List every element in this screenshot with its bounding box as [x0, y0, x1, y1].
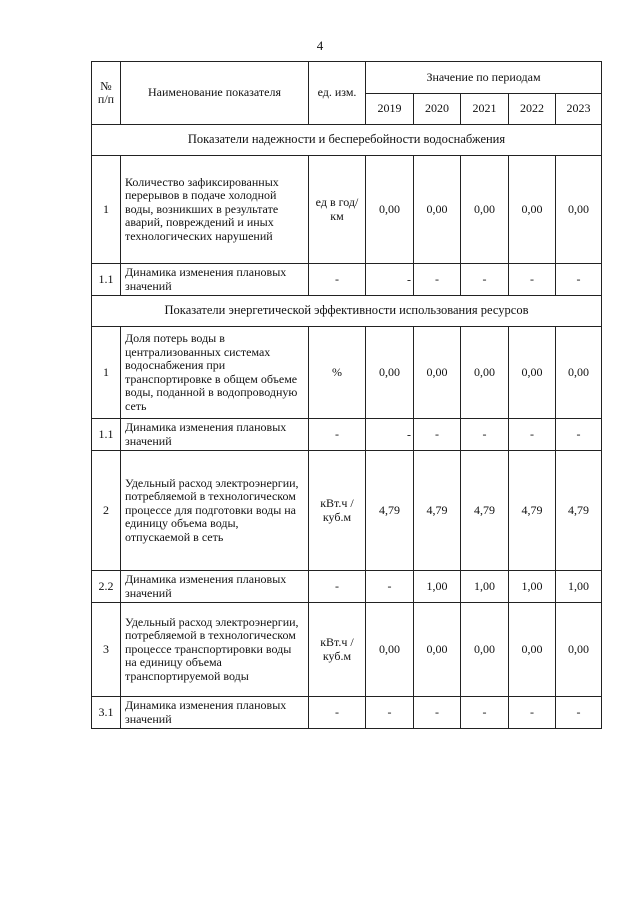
row-num: 3.1: [92, 697, 121, 729]
row-value: 0,00: [509, 327, 556, 419]
header-unit: ед. изм.: [309, 62, 366, 125]
page-number: 4: [316, 38, 324, 53]
table-row: [92, 571, 602, 603]
section-title-reliability: Показатели надежности и бесперебойности водоснабжения: [92, 125, 602, 156]
header-row: [92, 62, 602, 94]
row-value: 4,79: [366, 451, 414, 571]
row-value: 0,00: [461, 603, 509, 697]
row-value: 4,79: [509, 451, 556, 571]
row-extra-dash: -: [407, 271, 411, 286]
section-row: [92, 125, 602, 156]
header-year: 2022: [509, 94, 556, 125]
row-value: 0,00: [509, 603, 556, 697]
row-name: Доля потерь воды в централизованных системах водоснабжения при транспортировке в общем объеме воды, поданной в водопроводную сеть: [121, 327, 309, 419]
table-row: [92, 327, 602, 419]
row-value: 4,79: [461, 451, 509, 571]
row-value: -: [461, 264, 509, 296]
row-name: Удельный расход электроэнергии, потребляемой в технологическом процессе для подготовки воды на единицу объема воды, отпускаемой в сеть: [121, 451, 309, 571]
row-name: Динамика изменения плановых значений: [121, 419, 309, 451]
row-value: 1,00: [556, 571, 602, 603]
row-num: 3: [92, 603, 121, 697]
row-value: -: [414, 419, 461, 451]
row-value: -: [461, 419, 509, 451]
row-value: 0,00: [366, 327, 414, 419]
table-row: [92, 451, 602, 571]
header-num: № п/п: [92, 62, 121, 125]
row-value: 0,00: [366, 603, 414, 697]
row-unit: ед в год/ км: [309, 156, 366, 264]
row-value: -: [414, 697, 461, 729]
table-row: [92, 264, 602, 296]
table-row: [92, 697, 602, 729]
table-row: [92, 419, 602, 451]
header-periods: Значение по периодам: [366, 62, 602, 94]
row-name: Динамика изменения плановых значений: [121, 571, 309, 603]
row-value: -: [461, 697, 509, 729]
row-value: -: [509, 264, 556, 296]
row-value: [366, 264, 414, 296]
row-value: -: [366, 571, 414, 603]
row-unit: -: [309, 697, 366, 729]
row-unit: -: [309, 264, 366, 296]
row-value: -: [414, 264, 461, 296]
row-unit: кВт.ч / куб.м: [309, 451, 366, 571]
row-value: 0,00: [414, 327, 461, 419]
section-title-energy: Показатели энергетической эффективности использования ресурсов: [92, 296, 602, 327]
header-year: 2021: [461, 94, 509, 125]
row-value: 0,00: [414, 603, 461, 697]
table-row: [92, 156, 602, 264]
row-value: 4,79: [556, 451, 602, 571]
row-name: Количество зафиксированных перерывов в подаче холодной воды, возникших в результате аварий, повреждений и иных технологических нарушений: [121, 156, 309, 264]
row-value: -: [556, 419, 602, 451]
header-name: Наименование показателя: [121, 62, 309, 125]
row-value: -: [509, 419, 556, 451]
row-value: 0,00: [414, 156, 461, 264]
row-value: 0,00: [556, 603, 602, 697]
row-value: 0,00: [461, 327, 509, 419]
row-value: 4,79: [414, 451, 461, 571]
row-num: 1: [92, 327, 121, 419]
row-unit: -: [309, 571, 366, 603]
row-extra-dash: -: [407, 426, 411, 441]
row-value: 1,00: [509, 571, 556, 603]
header-year: 2023: [556, 94, 602, 125]
row-value: 0,00: [366, 156, 414, 264]
row-value: 0,00: [556, 156, 602, 264]
row-value: -: [509, 697, 556, 729]
row-name: Динамика изменения плановых значений: [121, 264, 309, 296]
header-year: 2019: [366, 94, 414, 125]
row-value: 0,00: [509, 156, 556, 264]
row-unit: %: [309, 327, 366, 419]
row-unit: кВт.ч / куб.м: [309, 603, 366, 697]
row-value: -: [366, 697, 414, 729]
row-num: 1.1: [92, 264, 121, 296]
row-value: [366, 419, 414, 451]
table-row: [92, 603, 602, 697]
row-num: 1: [92, 156, 121, 264]
section-row: [92, 296, 602, 327]
row-value: 0,00: [461, 156, 509, 264]
row-name: Удельный расход электроэнергии, потребляемой в технологическом процессе транспортировки воды на единицу объема транспортируемой воды: [121, 603, 309, 697]
row-value: 0,00: [556, 327, 602, 419]
row-num: 2.2: [92, 571, 121, 603]
row-unit: -: [309, 419, 366, 451]
header-year: 2020: [414, 94, 461, 125]
row-value: 1,00: [414, 571, 461, 603]
row-value: -: [556, 264, 602, 296]
row-value: -: [556, 697, 602, 729]
row-num: 2: [92, 451, 121, 571]
row-value: 1,00: [461, 571, 509, 603]
row-name: Динамика изменения плановых значений: [121, 697, 309, 729]
indicators-table: [91, 61, 602, 729]
row-num: 1.1: [92, 419, 121, 451]
